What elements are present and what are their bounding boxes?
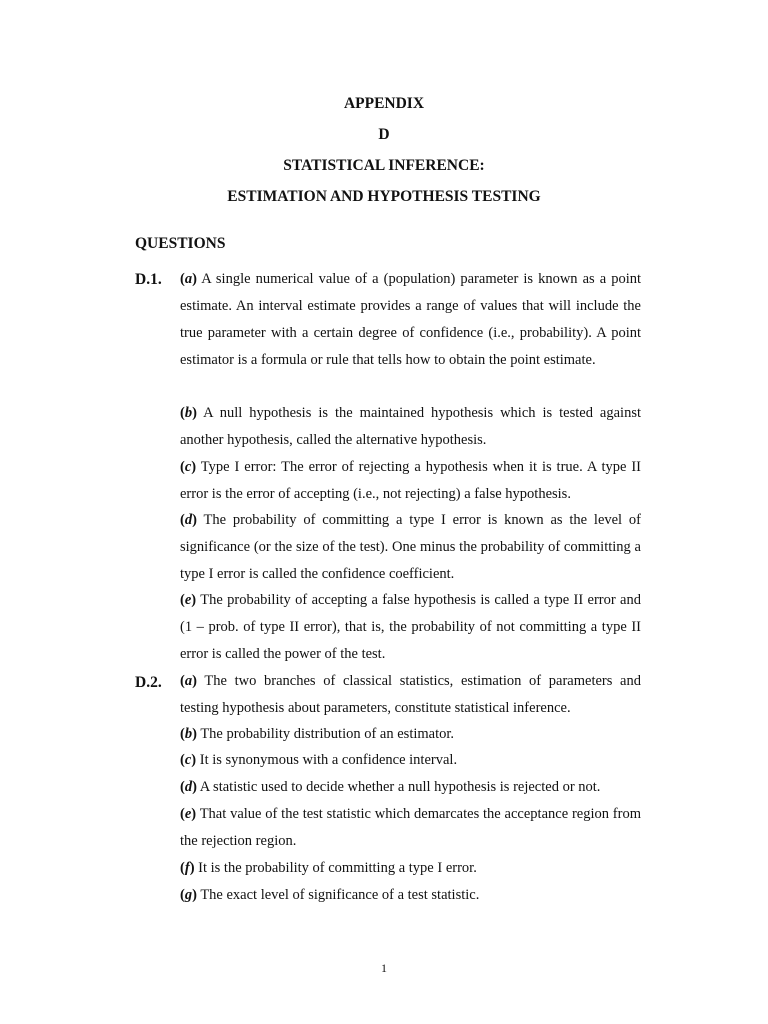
answer-d2-f	[180, 855, 641, 882]
item-letter: (f)	[180, 860, 195, 876]
item-text: That value of the test statistic which demarcates the acceptance region from the rejection region.	[180, 806, 641, 849]
item-text: A statistic used to decide whether a null hypothesis is rejected or not.	[199, 779, 601, 795]
item-text: The exact level of significance of a test statistic.	[200, 887, 480, 903]
item-text: The probability distribution of an estimator.	[200, 726, 455, 742]
question-label-d2: D.2.	[135, 674, 162, 691]
chapter-subtitle: ESTIMATION AND HYPOTHESIS TESTING	[227, 188, 541, 205]
section-heading: QUESTIONS	[135, 235, 226, 252]
item-text: The probability of accepting a false hypothesis is called a type II error and (1 – prob. of type II error), that is, the probability of not committing a type II error is called the power of the test.	[180, 592, 641, 662]
item-letter: (d)	[180, 779, 197, 795]
answer-d2-c	[180, 747, 641, 774]
item-letter: (b)	[180, 405, 197, 421]
appendix-label: APPENDIX	[343, 95, 425, 112]
appendix-letter: D	[378, 126, 390, 143]
answer-d1-c	[180, 454, 641, 508]
answer-d2-e	[180, 801, 641, 855]
item-letter: (e)	[180, 592, 197, 608]
question-label-d1: D.1.	[135, 271, 162, 288]
answer-d2-a	[180, 668, 641, 722]
chapter-title: STATISTICAL INFERENCE:	[283, 157, 485, 174]
item-letter: (g)	[180, 887, 197, 903]
item-text: The probability of committing a type I error is known as the level of significance (or the size of the test). One minus the probability of committing a type I error is called the confidence coefficient.	[180, 512, 641, 582]
item-letter: (b)	[180, 726, 197, 742]
item-letter: (e)	[180, 806, 197, 822]
item-text: It is synonymous with a confidence interval.	[199, 752, 458, 768]
item-text: It is the probability of committing a type I error.	[198, 860, 477, 876]
item-text: A single numerical value of a (population) parameter is known as a point estimate. An interval estimate provides a range of values that will include the true parameter with a certain degree of confidence (i.e., probability). A point estimator is a formula or rule that tells how to obtain the point estimate.	[180, 271, 642, 368]
item-letter: (a)	[180, 271, 197, 287]
item-letter: (c)	[180, 752, 197, 768]
item-text: The two branches of classical statistics, estimation of parameters and testing hypothesis about parameters, constitute statistical inference.	[180, 673, 641, 716]
item-text: A null hypothesis is the maintained hypothesis which is tested against another hypothesis, called the alternative hypothesis.	[180, 405, 642, 448]
item-letter: (d)	[180, 512, 197, 528]
answer-d1-d	[180, 507, 641, 588]
item-text: Type I error: The error of rejecting a hypothesis when it is true. A type II error is the error of accepting (i.e., not rejecting) a false hypothesis.	[180, 459, 641, 502]
answer-d2-d	[180, 774, 641, 801]
answer-d2-g	[180, 882, 641, 909]
page-number: 1	[381, 961, 387, 975]
answer-d1-a	[180, 266, 641, 374]
answer-d1-e	[180, 587, 641, 668]
item-letter: (c)	[180, 459, 197, 475]
answer-d2-b	[180, 721, 641, 748]
answer-d1-b	[180, 400, 641, 454]
item-letter: (a)	[180, 673, 197, 689]
